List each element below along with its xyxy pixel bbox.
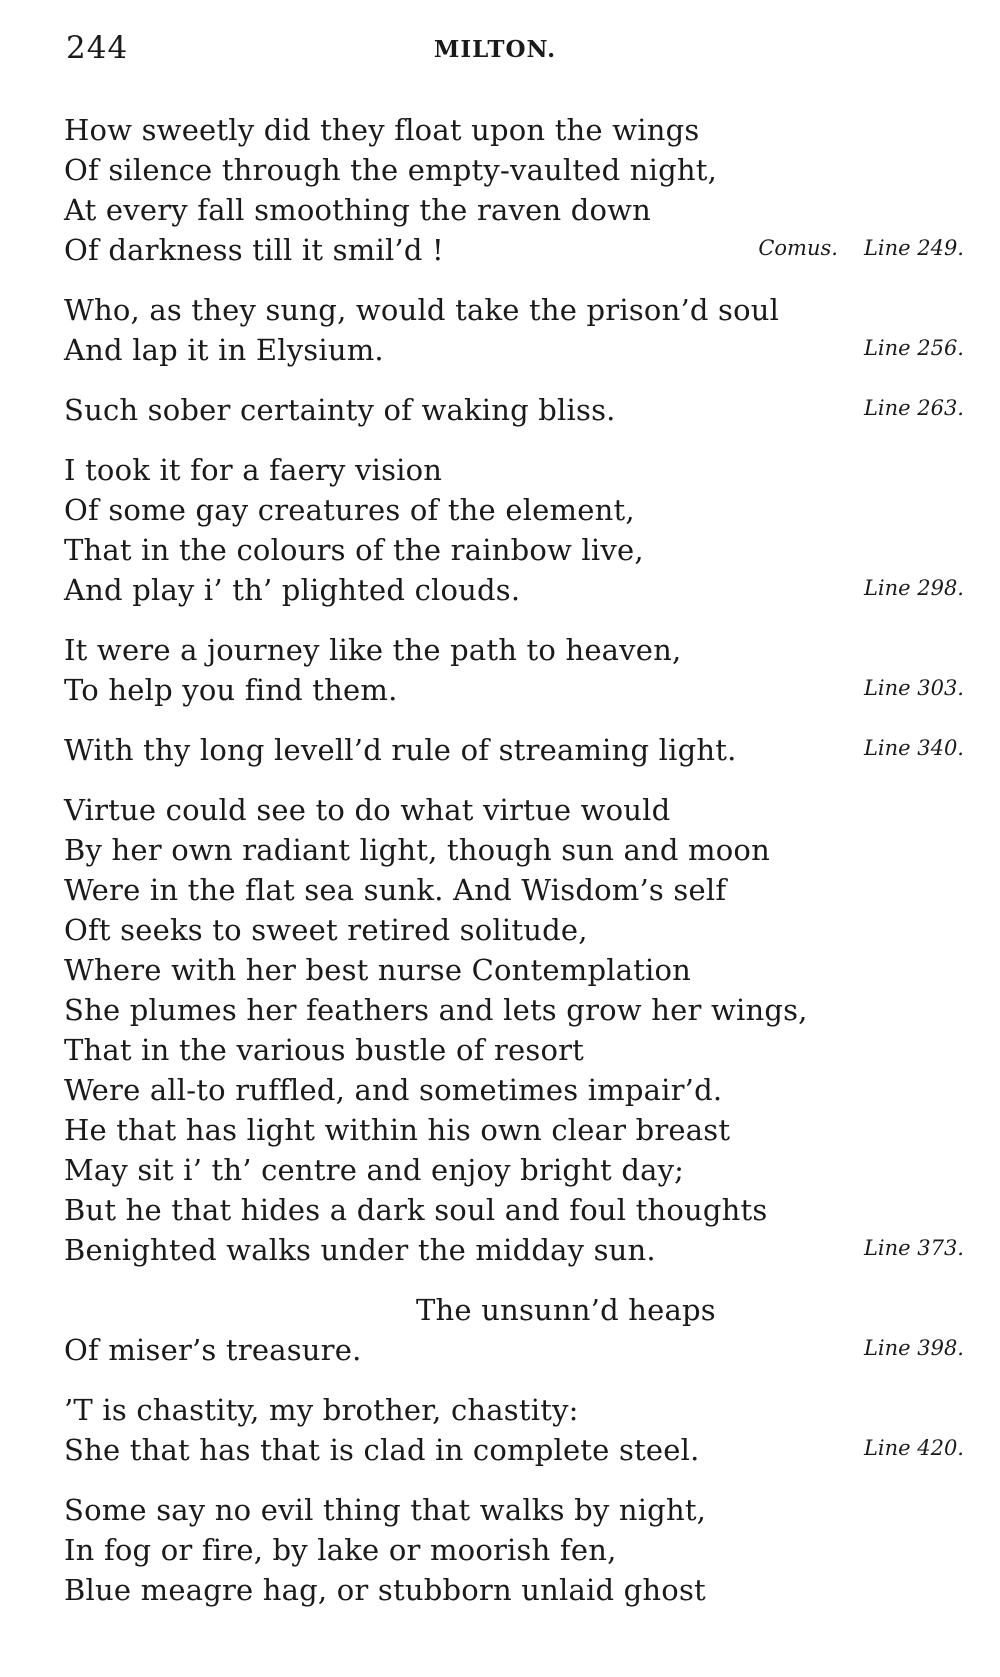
verse-line-indented: The unsunn’d heaps <box>416 1293 716 1327</box>
line-reference: Line 256. <box>863 336 964 360</box>
verse-line: Were all-to ruffled, and sometimes impair’d. <box>64 1073 723 1107</box>
work-title: Comus. <box>758 236 838 260</box>
verse-line: With thy long levell’d rule of streaming light. <box>64 733 737 767</box>
line-reference <box>758 228 964 268</box>
verse-line: Virtue could see to do what virtue would <box>64 793 671 827</box>
verse-line: Oft seeks to sweet retired solitude, <box>64 913 588 947</box>
verse-line: Blue meagre hag, or stubborn unlaid ghost <box>64 1573 706 1607</box>
quotation-passage <box>64 290 964 370</box>
verse-line: How sweetly did they float upon the wings <box>64 113 700 147</box>
line-number: Line 249. <box>863 236 964 260</box>
quotation-list <box>64 110 964 1630</box>
quotation-passage <box>64 110 964 270</box>
verse-line: Where with her best nurse Contemplation <box>64 953 692 987</box>
verse-line: Of miser’s treasure. <box>64 1333 362 1367</box>
verse-line: I took it for a faery vision <box>64 453 443 487</box>
page-number: 244 <box>66 30 129 66</box>
verse-line: It were a journey like the path to heaven, <box>64 633 682 667</box>
verse-line: But he that hides a dark soul and foul thoughts <box>64 1193 768 1227</box>
quotation-passage <box>64 730 964 770</box>
verse-line: ’T is chastity, my brother, chastity: <box>64 1393 579 1427</box>
quotation-passage <box>64 790 964 1270</box>
line-reference: Line 373. <box>863 1236 964 1260</box>
verse-line: To help you find them. <box>64 673 398 707</box>
verse-line: Such sober certainty of waking bliss. <box>64 393 616 427</box>
verse-line: Of silence through the empty-vaulted night, <box>64 153 718 187</box>
line-reference: Line 298. <box>863 576 964 600</box>
running-head: MILTON. <box>433 36 557 63</box>
verse-line: In fog or fire, by lake or moorish fen, <box>64 1533 617 1567</box>
verse-line: That in the colours of the rainbow live, <box>64 533 644 567</box>
quotation-passage <box>64 450 964 610</box>
quotation-passage <box>64 1390 964 1470</box>
verse-line: He that has light within his own clear breast <box>64 1113 731 1147</box>
verse-line: Of darkness till it smil’d ! <box>64 233 444 267</box>
quotation-passage <box>64 1290 964 1370</box>
verse-line: Benighted walks under the midday sun. <box>64 1233 656 1267</box>
verse-line: Who, as they sung, would take the prison’d soul <box>64 293 780 327</box>
line-reference: Line 398. <box>863 1336 964 1360</box>
verse-line: And play i’ th’ plighted clouds. <box>64 573 521 607</box>
quotation-passage <box>64 630 964 710</box>
verse-line: That in the various bustle of resort <box>64 1033 585 1067</box>
verse-line: At every fall smoothing the raven down <box>64 193 652 227</box>
quotation-passage <box>64 1490 964 1610</box>
line-reference: Line 303. <box>863 676 964 700</box>
line-reference: Line 420. <box>863 1436 964 1460</box>
verse-line: She plumes her feathers and lets grow her wings, <box>64 993 808 1027</box>
verse-line: Were in the flat sea sunk. And Wisdom’s self <box>64 873 727 907</box>
verse-line: May sit i’ th’ centre and enjoy bright day; <box>64 1153 685 1187</box>
verse-line: She that has that is clad in complete steel. <box>64 1433 700 1467</box>
verse-line: Some say no evil thing that walks by night, <box>64 1493 707 1527</box>
verse-line: And lap it in Elysium. <box>64 333 384 367</box>
verse-line: Of some gay creatures of the element, <box>64 493 635 527</box>
page-header <box>66 30 964 70</box>
line-reference: Line 263. <box>863 396 964 420</box>
verse-line: By her own radiant light, though sun and moon <box>64 833 770 867</box>
quotation-passage <box>64 390 964 430</box>
line-reference: Line 340. <box>863 736 964 760</box>
